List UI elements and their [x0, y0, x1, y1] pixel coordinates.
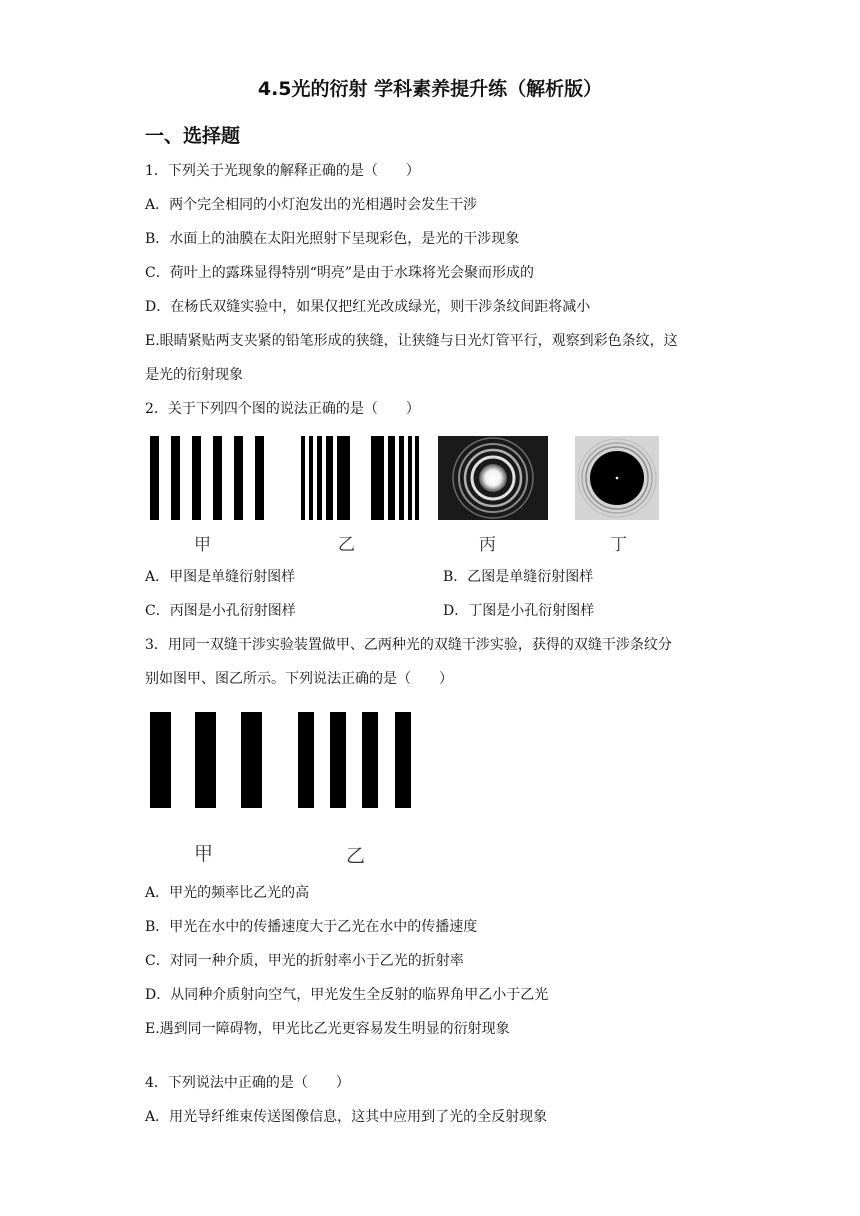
q2-option-b: B．乙图是单缝衍射图样 [443, 569, 594, 585]
q1-option-e-line1: E.眼睛紧贴两支夹紧的铅笔形成的狭缝，让狭缝与日光灯管平行，观察到彩色条纹，这 [145, 333, 678, 349]
figure-caption-ding: 丁 [610, 535, 627, 555]
q2-stem: 2．关于下列四个图的说法正确的是（ ） [145, 401, 420, 417]
figure-yi-single-slit [301, 436, 419, 520]
q3-option-a: A．甲光的频率比乙光的高 [145, 885, 310, 901]
q3-caption-yi: 乙 [346, 845, 366, 867]
figure-caption-yi: 乙 [338, 535, 355, 555]
q2-option-a: A．甲图是单缝衍射图样 [145, 569, 296, 585]
figure-caption-bing: 丙 [479, 535, 496, 555]
figure-bing-small-hole [438, 436, 548, 520]
q3-option-b: B．甲光在水中的传播速度大于乙光在水中的传播速度 [145, 919, 478, 935]
q1-stem: 1．下列关于光现象的解释正确的是（ ） [145, 163, 420, 179]
figure-jia-interference [147, 436, 270, 520]
figure-caption-jia: 甲 [194, 535, 211, 555]
q3-caption-jia: 甲 [194, 843, 214, 865]
q4-option-a: A．用光导纤维束传送图像信息，这其中应用到了光的全反射现象 [145, 1109, 548, 1125]
q2-option-d: D．丁图是小孔衍射图样 [443, 603, 595, 619]
q3-option-d: D．从同种介质射向空气，甲光发生全反射的临界角甲乙小于乙光 [145, 987, 549, 1003]
q3-stem-line2: 别如图甲、图乙所示。下列说法正确的是（ ） [145, 671, 453, 687]
figure-ding-circular-obstacle [575, 436, 659, 520]
figure-q3-yi-fringes [298, 712, 413, 808]
q2-option-c: C．丙图是小孔衍射图样 [145, 603, 296, 619]
q1-option-a: A．两个完全相同的小灯泡发出的光相遇时会发生干涉 [145, 197, 478, 213]
q3-option-c: C．对同一种介质，甲光的折射率小于乙光的折射率 [145, 953, 464, 969]
section-heading: 一、选择题 [145, 125, 241, 147]
document-title: 4.5光的衍射 学科素养提升练（解析版） [257, 78, 603, 100]
q4-stem: 4．下列说法中正确的是（ ） [145, 1075, 350, 1091]
q1-option-e-line2: 是光的衍射现象 [145, 367, 243, 383]
q3-option-e: E.遇到同一障碍物，甲光比乙光更容易发生明显的衍射现象 [145, 1021, 510, 1037]
q1-option-d: D．在杨氏双缝实验中，如果仅把红光改成绿光，则干涉条纹间距将减小 [145, 299, 591, 315]
q3-stem-line1: 3．用同一双缝干涉实验装置做甲、乙两种光的双缝干涉实验，获得的双缝干涉条纹分 [145, 637, 672, 653]
q1-option-c: C．荷叶上的露珠显得特别“明亮”是由于水珠将光会聚而形成的 [145, 265, 535, 281]
figure-q3-jia-fringes [150, 712, 265, 808]
q1-option-b: B．水面上的油膜在太阳光照射下呈现彩色，是光的干涉现象 [145, 231, 520, 247]
